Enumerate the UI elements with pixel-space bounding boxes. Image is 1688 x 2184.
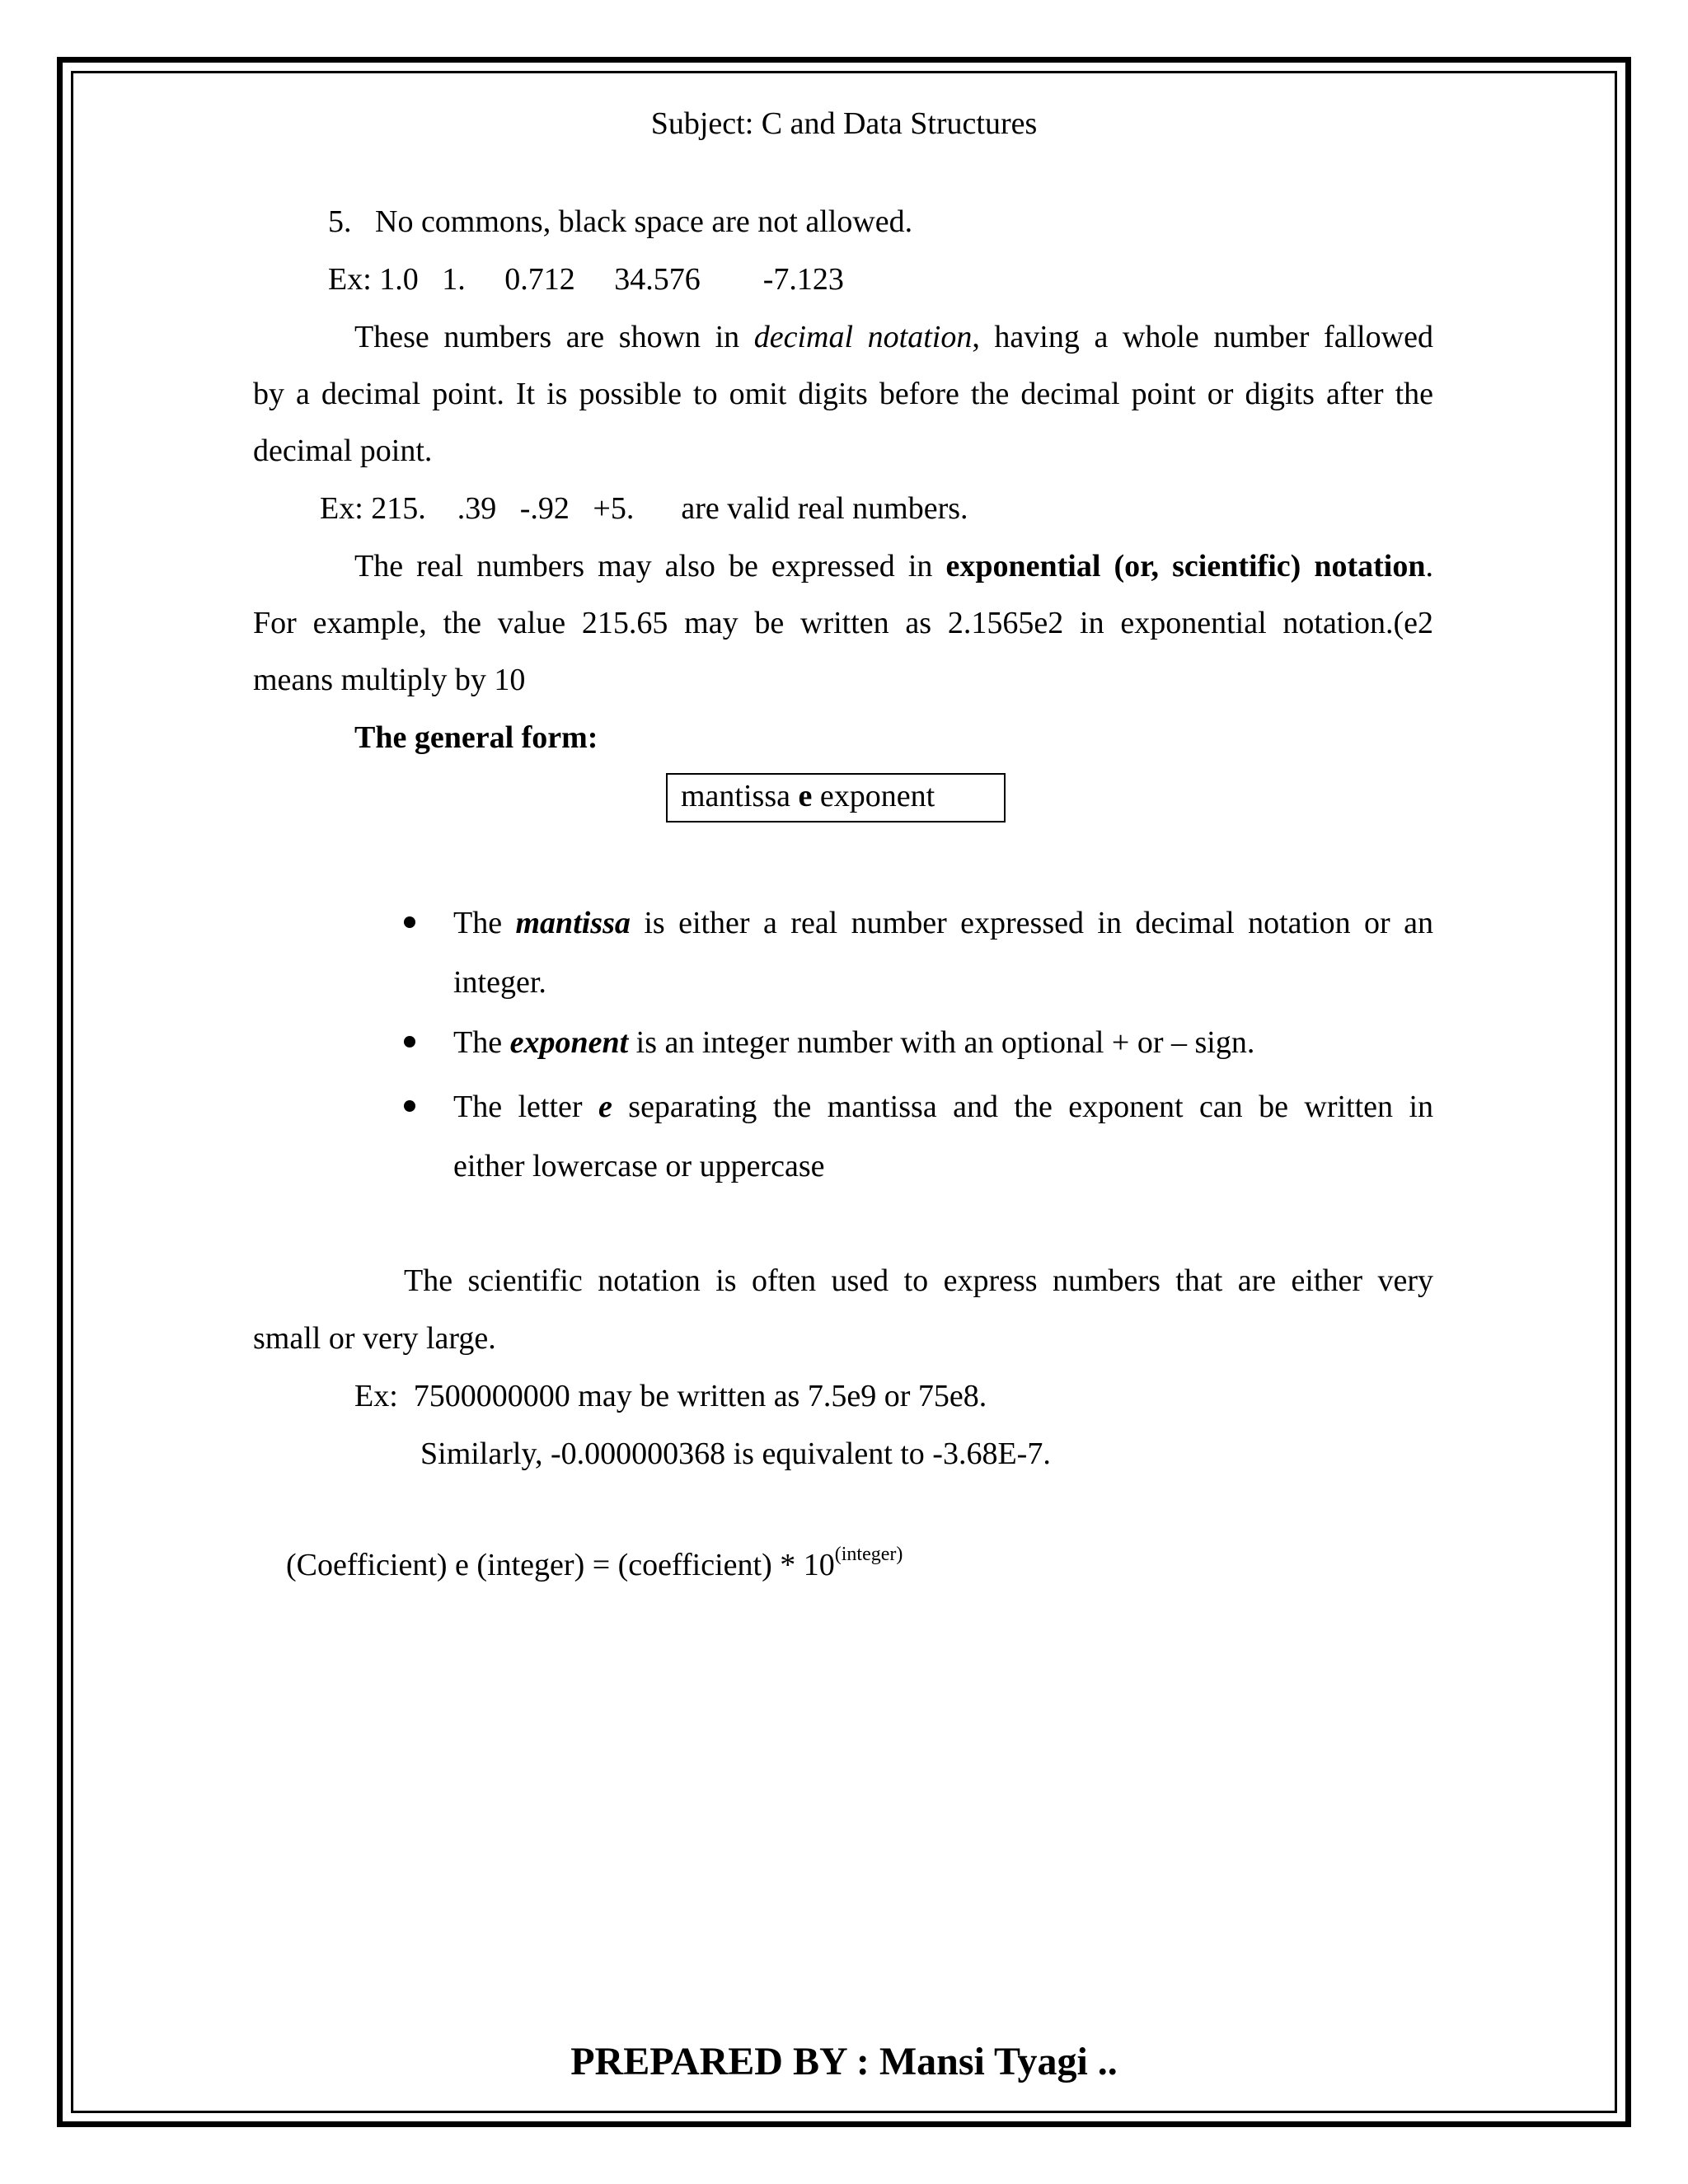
example-valid-reals: Ex: 215. .39 -.92 +5. are valid real numbers. [320, 491, 968, 526]
coefficient-formula: (Coefficient) e (integer) = (coefficient) * $10^{(integer)}$ [286, 1544, 903, 1582]
example-scientific-2: Similarly, -0.000000368 is equivalent to -3.68E-7. [420, 1436, 1051, 1471]
bullet-1-line2: integer. [453, 965, 546, 1000]
subject-header: Subject: C and Data Structures [650, 106, 1038, 141]
letter-e-term: e [598, 1090, 612, 1124]
example-scientific-1: Ex: 7500000000 may be written as 7.5e9 or 75e8. [354, 1379, 987, 1413]
bullet-3-line1: The letter e separating the mantissa and the exponent can be written in [453, 1090, 1433, 1124]
para3-line1: The scientific notation is often used to express numbers that are either very [404, 1263, 1433, 1298]
bullet-2-dot [404, 1036, 415, 1047]
example-decimal-numbers: Ex: 1.0 1. 0.712 34.576 -7.123 [328, 262, 844, 297]
para1-line3: decimal point. [253, 434, 433, 468]
exponential-notation-term: exponential (or, scientific) notation [945, 549, 1426, 583]
general-form-label: The general form: [354, 720, 598, 755]
bullet-1-dot [404, 916, 415, 928]
exponent-term: exponent [509, 1025, 629, 1060]
general-form-text: mantissa e exponent [681, 779, 935, 813]
para1-line1: These numbers are shown in decimal notation, having a whole number fallowed [354, 320, 1433, 354]
rule-5: 5. No commons, black space are not allowed. [328, 204, 913, 239]
bullet-3-line2: either lowercase or uppercase [453, 1149, 825, 1183]
mantissa-term: mantissa [515, 906, 631, 940]
prepared-by-footer: PREPARED BY : Mansi Tyagi .. [570, 2040, 1118, 2083]
bullet-3-dot [404, 1100, 415, 1112]
para1-line2: by a decimal point. It is possible to omit digits before the decimal point or digits after the [253, 377, 1433, 411]
para2-line1: The real numbers may also be expressed in exponential (or, scientific) notation. [354, 549, 1433, 583]
para3-line2: small or very large. [253, 1321, 496, 1356]
bullet-2: The exponent is an integer number with an optional + or – sign. [453, 1025, 1255, 1060]
bullet-1-line1: The mantissa is either a real number expressed in decimal notation or an [453, 906, 1433, 940]
para2-line3: means multiply by 10 [253, 663, 526, 697]
para2-line2: For example, the value 215.65 may be written as 2.1565e2 in exponential notation.(e2 [253, 606, 1433, 640]
decimal-notation-term: decimal notation [753, 320, 973, 354]
formula-exponent: (integer) [834, 1544, 903, 1565]
